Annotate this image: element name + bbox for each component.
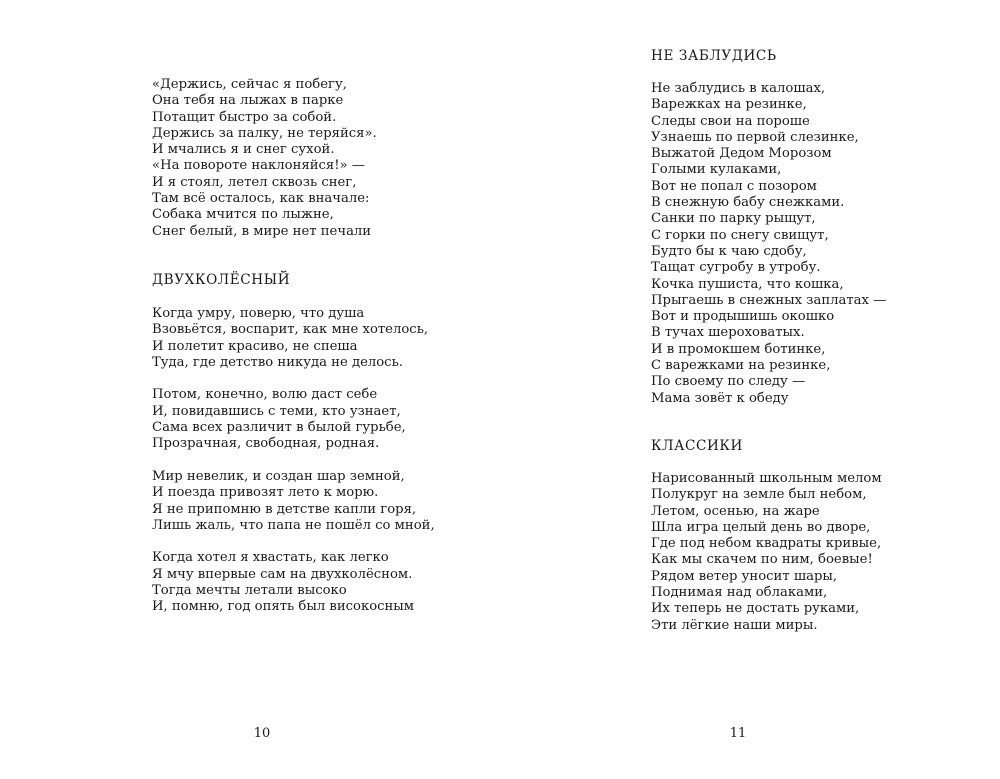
poem-line: «На повороте наклоняйся!» — [152,158,365,174]
poem-line: Туда, где детство никуда не делось. [152,354,403,370]
poem-line: Поднимая над облаками, [651,585,828,601]
poem-ne-zabludis [651,48,981,65]
poem-title: КЛАССИКИ [651,438,743,454]
poem-line: Нарисованный школьным мелом [651,471,882,486]
page-number: 11 [729,726,747,741]
poem-body [651,471,981,634]
poem-line: И полетит красиво, не спеша [152,338,358,354]
poem-line: Будто бы к чаю сдобу, [651,243,807,259]
poem-line: И поезда привозят лето к морю. [152,485,379,501]
poem-line: Лишь жаль, что папа не пошёл со мной, [152,517,435,533]
poem-line: Тогда мечты летали высоко [152,583,347,599]
poem-line: Летом, осенью, на жаре [651,503,820,519]
poem-line: Следы свои на пороше [651,113,810,129]
poem-line: Сама всех различит в былой гурьбе, [152,420,406,436]
poem-line: Вот и продышишь окошко [651,309,835,325]
poem-line: С горки по снегу свищут, [651,227,829,243]
poem-line: И, повидавшись с теми, кто узнает, [152,403,401,419]
poem-line: С варежками на резинке, [651,358,831,374]
poem-line: Мама зовёт к обеду [651,390,789,406]
poem-body [651,81,981,407]
poem-line: Потащит быстро за собой. [152,109,337,125]
poem-line: Там всё осталось, как вначале: [152,191,370,207]
poem-line: Она тебя на лыжах в парке [152,93,344,109]
poem-fragment [152,77,482,240]
poem-line: Варежках на резинке, [651,97,807,113]
stanza [152,550,482,615]
poem-line: Их теперь не достать руками, [651,601,860,617]
poem-line: Санки по парку рыщут, [651,211,816,227]
stanza-gap [152,453,482,469]
poem-line: Держись за палку, не теряйся». [152,125,377,141]
poem-line: Голыми кулаками, [651,162,782,178]
poem-line: По своему по следу — [651,374,806,390]
poem-dvukhkolesny [152,272,482,289]
poem-line: Собака мчится по лыжне, [152,207,334,223]
poem-line: В снежную бабу снежками. [651,195,845,211]
page-number: 10 [253,726,271,741]
poem-line: Шла игра целый день во дворе, [651,519,871,535]
poem-line: Вот не попал с позором [651,178,817,194]
poem-line: Прыгаешь в снежных заплатах — [651,292,887,308]
poem-line: Выжатой Дедом Морозом [651,146,832,162]
right-page [500,0,1000,779]
poem-line: Я не припомню в детстве капли горя, [152,501,417,517]
poem-line: И в промокшем ботинке, [651,341,826,357]
stanza [152,387,482,452]
stanza [152,469,482,534]
poem-klassiki [651,438,981,455]
poem-line: Взовьётся, воспарит, как мне хотелось, [152,322,429,338]
poem-line: И я стоял, летел сквозь снег, [152,174,357,190]
poem-line: Прозрачная, свободная, родная. [152,436,380,452]
poem-line: Когда умру, поверю, что душа [152,306,365,321]
poem-line: И, помню, год опять был високосным [152,599,415,615]
poem-line: Мир невелик, и создан шар земной, [152,468,405,484]
stanza-gap [152,371,482,387]
poem-line: Полукруг на земле был небом, [651,487,867,503]
poem-title: ДВУХКОЛЁСНЫЙ [152,272,291,288]
poem-line: Снег белый, в мире нет печали [152,223,372,239]
poem-line: Где под небом квадраты кривые, [651,536,882,552]
poem-line: Когда хотел я хвастать, как легко [152,550,389,566]
poem-line: «Держись, сейчас я побегу, [152,77,347,92]
poem-line: Как мы скачем по ним, боевые! [651,552,873,568]
stanza-gap [152,534,482,550]
poem-line: Эти лёгкие наши миры. [651,617,818,633]
poem-title: НЕ ЗАБЛУДИСЬ [651,48,777,64]
poem-line: Узнаешь по первой слезинке, [651,129,859,145]
poem-line: Я мчу впервые сам на двухколёсном. [152,566,413,582]
stanza [152,306,482,371]
poem-body [152,306,482,616]
poem-line: И мчались я и снег сухой. [152,142,335,158]
poem-line: Рядом ветер уносит шары, [651,568,838,584]
poem-line: Не заблудись в калошах, [651,81,826,96]
poem-line: Потом, конечно, волю даст себе [152,387,378,403]
poem-line: Кочка пушиста, что кошка, [651,276,844,292]
poem-line: Тащат сугробу в утробу. [651,260,821,276]
poem-line: В тучах шероховатых. [651,325,805,341]
